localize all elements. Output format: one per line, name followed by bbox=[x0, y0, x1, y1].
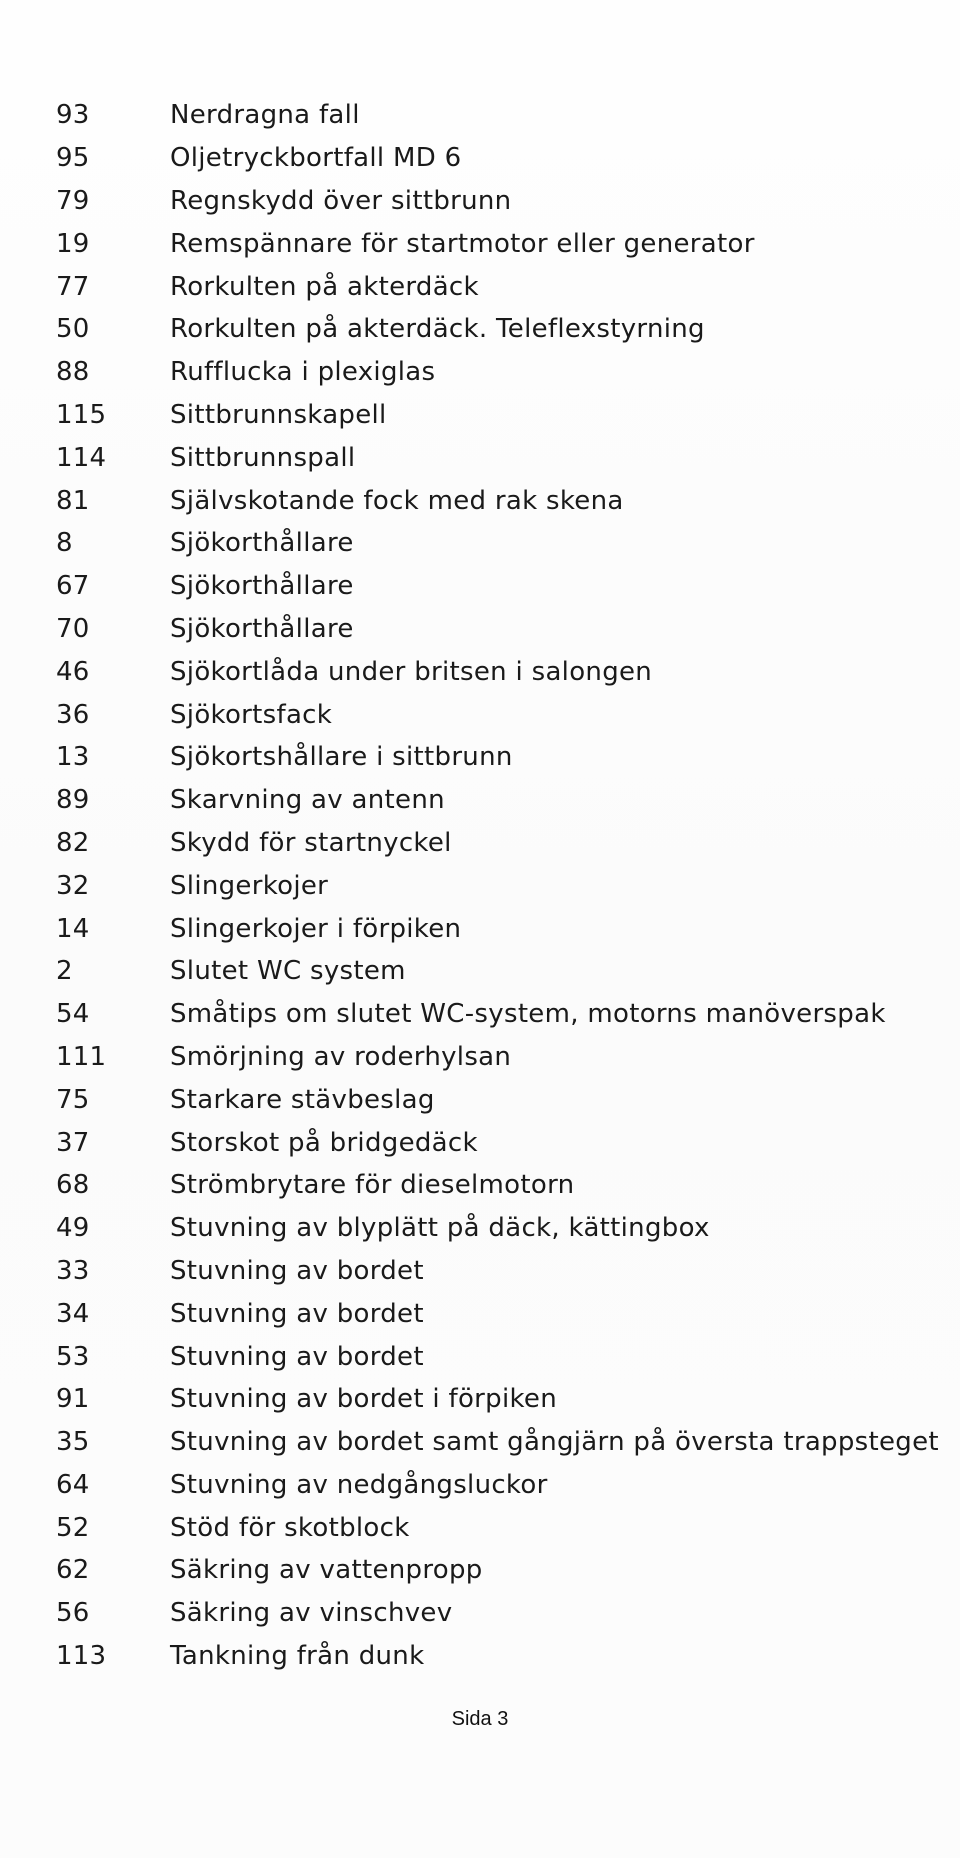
index-row bbox=[0, 180, 960, 223]
index-row bbox=[0, 950, 960, 993]
article-number: 49 bbox=[56, 1213, 90, 1244]
article-number: 70 bbox=[56, 613, 90, 644]
article-title: Remspännare för startmotor eller generator bbox=[170, 228, 755, 259]
index-row bbox=[0, 479, 960, 522]
index-row bbox=[0, 608, 960, 651]
index-row bbox=[0, 1121, 960, 1164]
article-title: Självskotande fock med rak skena bbox=[170, 485, 624, 516]
index-row bbox=[0, 137, 960, 180]
article-number: 89 bbox=[56, 785, 90, 816]
index-row bbox=[0, 308, 960, 351]
article-title: Regnskydd över sittbrunn bbox=[170, 185, 512, 216]
article-number: 46 bbox=[56, 656, 90, 687]
article-number: 77 bbox=[56, 271, 90, 302]
index-row bbox=[0, 1335, 960, 1378]
article-number: 2 bbox=[56, 956, 73, 987]
article-number: 111 bbox=[56, 1041, 107, 1072]
index-row bbox=[0, 351, 960, 394]
index-row bbox=[0, 1292, 960, 1335]
index-row bbox=[0, 779, 960, 822]
article-number: 52 bbox=[56, 1512, 90, 1543]
article-title: Nerdragna fall bbox=[170, 100, 360, 131]
article-number: 88 bbox=[56, 357, 90, 388]
article-title: Rorkulten på akterdäck. Teleflexstyrning bbox=[170, 314, 705, 345]
index-row bbox=[0, 864, 960, 907]
article-number: 93 bbox=[56, 100, 90, 131]
article-number: 33 bbox=[56, 1255, 90, 1286]
article-title: Stuvning av bordet i förpiken bbox=[170, 1384, 557, 1415]
article-title: Skarvning av antenn bbox=[170, 785, 445, 816]
index-row bbox=[0, 650, 960, 693]
article-number: 36 bbox=[56, 699, 90, 730]
article-number: 14 bbox=[56, 913, 90, 944]
article-number: 56 bbox=[56, 1598, 90, 1629]
article-number: 50 bbox=[56, 314, 90, 345]
index-row bbox=[0, 907, 960, 950]
article-number: 19 bbox=[56, 228, 90, 259]
article-number: 68 bbox=[56, 1170, 90, 1201]
index-row bbox=[0, 822, 960, 865]
article-number: 54 bbox=[56, 999, 90, 1030]
article-title: Sjökorthållare bbox=[170, 613, 354, 644]
article-number: 13 bbox=[56, 742, 90, 773]
index-row bbox=[0, 736, 960, 779]
article-title: Slingerkojer i förpiken bbox=[170, 913, 462, 944]
article-title: Småtips om slutet WC-system, motorns manöverspak bbox=[170, 999, 886, 1030]
article-number: 81 bbox=[56, 485, 90, 516]
article-number: 37 bbox=[56, 1127, 90, 1158]
article-number: 115 bbox=[56, 399, 107, 430]
index-row bbox=[0, 394, 960, 437]
article-title: Sjökortsfack bbox=[170, 699, 333, 730]
article-number: 91 bbox=[56, 1384, 90, 1415]
article-title: Storskot på bridgedäck bbox=[170, 1127, 478, 1158]
article-title: Stuvning av blyplätt på däck, kättingbox bbox=[170, 1213, 710, 1244]
index-row bbox=[0, 1635, 960, 1678]
article-title: Rorkulten på akterdäck bbox=[170, 271, 479, 302]
index-row bbox=[0, 1078, 960, 1121]
article-title: Stuvning av nedgångsluckor bbox=[170, 1469, 548, 1500]
article-number: 32 bbox=[56, 870, 90, 901]
article-number: 53 bbox=[56, 1341, 90, 1372]
article-title: Stuvning av bordet bbox=[170, 1341, 424, 1372]
index-row bbox=[0, 1592, 960, 1635]
article-title: Strömbrytare för dieselmotorn bbox=[170, 1170, 575, 1201]
article-title: Sjökortlåda under britsen i salongen bbox=[170, 656, 653, 687]
index-row bbox=[0, 1464, 960, 1507]
article-title: Stöd för skotblock bbox=[170, 1512, 410, 1543]
index-row bbox=[0, 1164, 960, 1207]
article-title: Sjökorthållare bbox=[170, 528, 354, 559]
article-title: Slingerkojer bbox=[170, 870, 329, 901]
index-row bbox=[0, 693, 960, 736]
index-row bbox=[0, 1250, 960, 1293]
index-row bbox=[0, 436, 960, 479]
index-row bbox=[0, 222, 960, 265]
article-number: 67 bbox=[56, 571, 90, 602]
index-row bbox=[0, 1378, 960, 1421]
article-title: Stuvning av bordet samt gångjärn på översta trappsteget bbox=[170, 1427, 939, 1458]
index-row bbox=[0, 1549, 960, 1592]
article-title: Säkring av vinschvev bbox=[170, 1598, 453, 1629]
article-title: Säkring av vattenpropp bbox=[170, 1555, 483, 1586]
article-title: Sjökorthållare bbox=[170, 571, 354, 602]
article-title: Slutet WC system bbox=[170, 956, 406, 987]
index-row bbox=[0, 522, 960, 565]
article-number: 113 bbox=[56, 1641, 107, 1672]
article-title: Stuvning av bordet bbox=[170, 1298, 424, 1329]
article-title: Sittbrunnspall bbox=[170, 442, 356, 473]
article-title: Oljetryckbortfall MD 6 bbox=[170, 143, 462, 174]
article-title: Starkare stävbeslag bbox=[170, 1084, 435, 1115]
article-index-list bbox=[0, 94, 960, 1677]
article-number: 75 bbox=[56, 1084, 90, 1115]
article-number: 35 bbox=[56, 1427, 90, 1458]
article-number: 82 bbox=[56, 827, 90, 858]
article-number: 95 bbox=[56, 143, 90, 174]
article-title: Sittbrunnskapell bbox=[170, 399, 387, 430]
article-number: 114 bbox=[56, 442, 107, 473]
article-number: 64 bbox=[56, 1469, 90, 1500]
article-title: Sjökortshållare i sittbrunn bbox=[170, 742, 513, 773]
article-number: 62 bbox=[56, 1555, 90, 1586]
article-title: Tankning från dunk bbox=[170, 1641, 425, 1672]
index-row bbox=[0, 94, 960, 137]
index-row bbox=[0, 1036, 960, 1079]
article-number: 8 bbox=[56, 528, 73, 559]
index-row bbox=[0, 1506, 960, 1549]
index-row bbox=[0, 1421, 960, 1464]
index-row bbox=[0, 565, 960, 608]
article-title: Rufflucka i plexiglas bbox=[170, 357, 436, 388]
article-number: 34 bbox=[56, 1298, 90, 1329]
index-row bbox=[0, 993, 960, 1036]
article-title: Stuvning av bordet bbox=[170, 1255, 424, 1286]
index-row bbox=[0, 1207, 960, 1250]
article-title: Skydd för startnyckel bbox=[170, 827, 452, 858]
index-row bbox=[0, 265, 960, 308]
article-number: 79 bbox=[56, 185, 90, 216]
page-number: Sida 3 bbox=[451, 1708, 509, 1730]
article-title: Smörjning av roderhylsan bbox=[170, 1041, 512, 1072]
